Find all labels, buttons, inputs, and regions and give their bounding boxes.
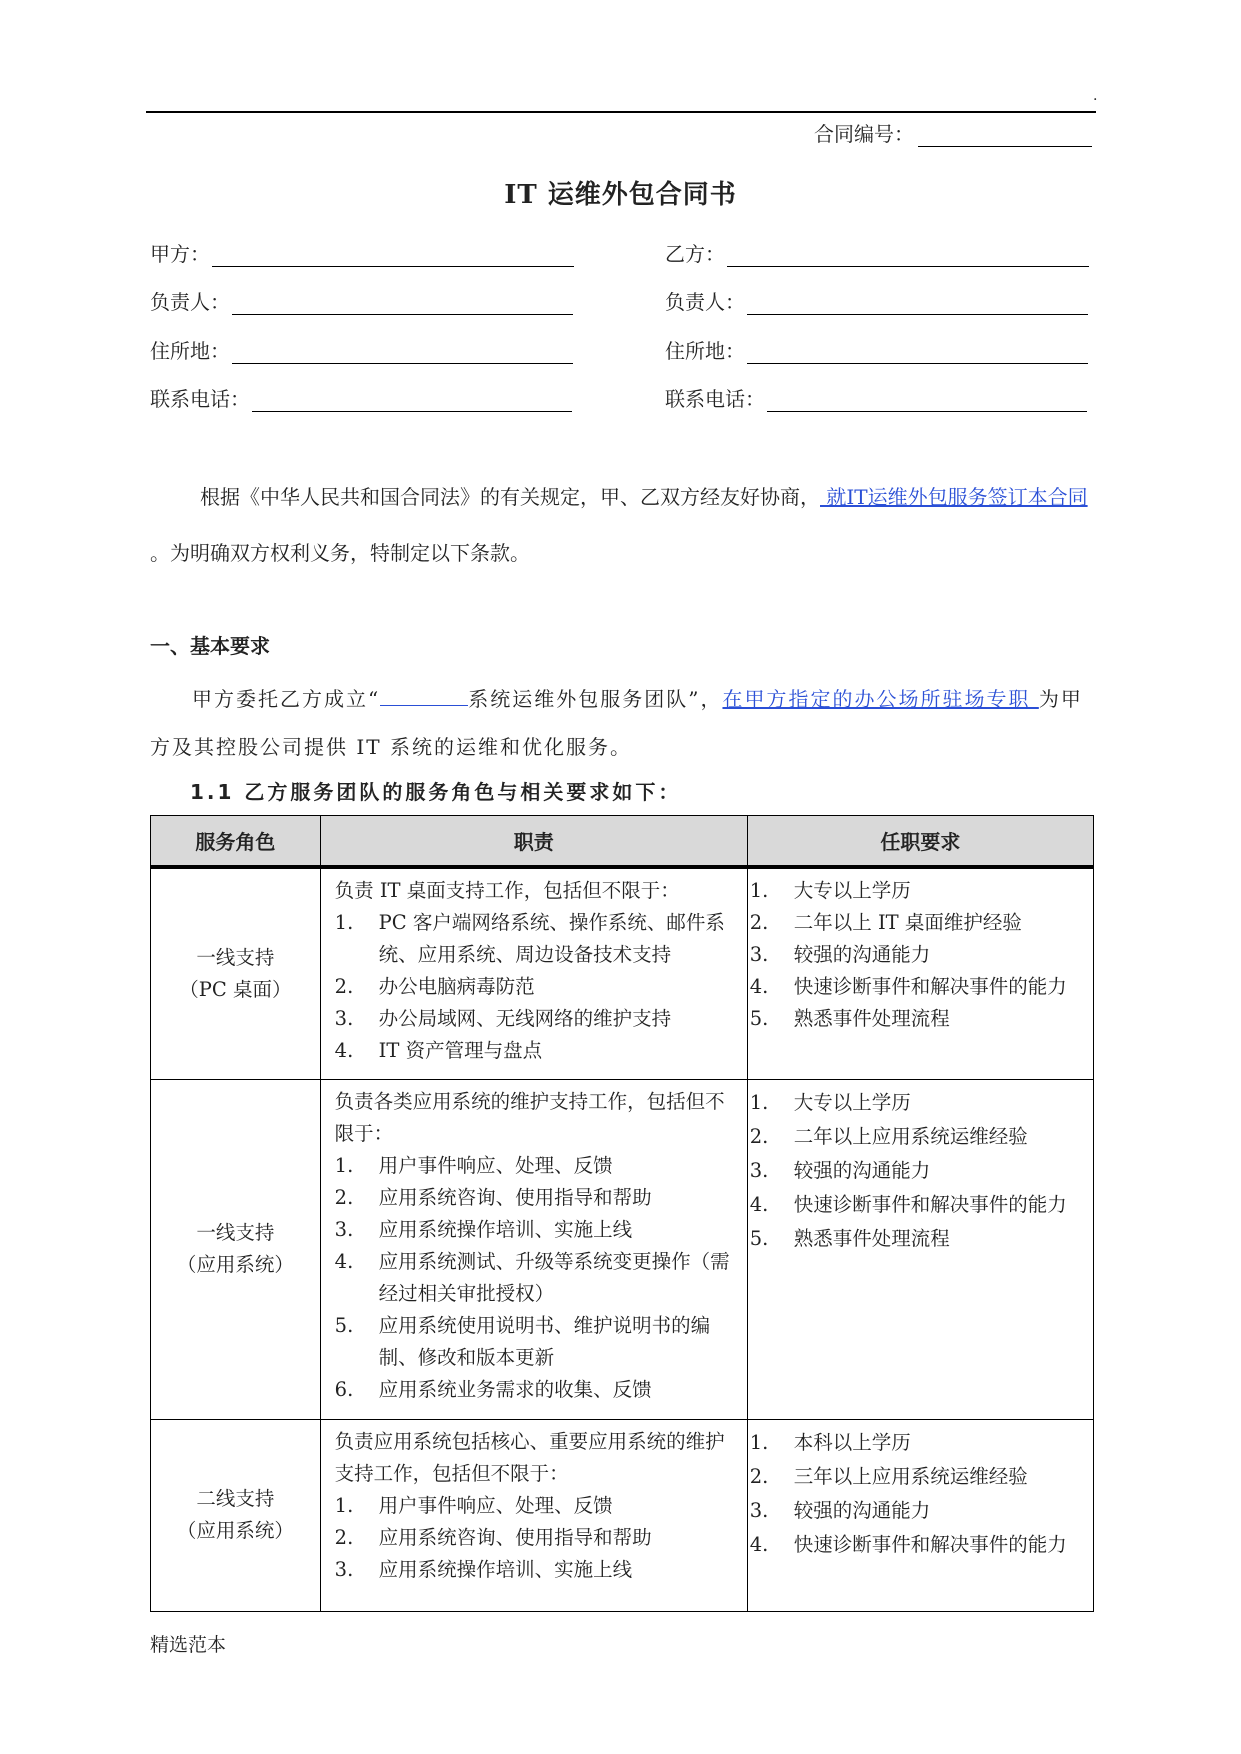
list-item: 1. 本科以上学历 <box>749 1430 911 1454</box>
intro-link[interactable]: 就IT运维外包服务签订本合同 <box>820 485 1088 509</box>
role-cell <box>151 1079 321 1419</box>
contract-number-label: 合同编号： <box>814 122 914 146</box>
party-a-phone <box>150 383 572 412</box>
intro-paragraph <box>150 469 1096 581</box>
list-item: 2. 二年以上应用系统运维经验 <box>749 1124 1028 1148</box>
party-b-phone-field[interactable] <box>767 389 1087 412</box>
list-item: 5. 熟悉事件处理流程 <box>749 1007 950 1030</box>
header-role: 服务角色 <box>151 816 321 868</box>
party-b-address-label: 住所地： <box>665 339 745 363</box>
list-item: 3. 应用系统操作培训、实施上线 <box>334 1217 633 1241</box>
requirement-list <box>750 1086 1089 1256</box>
list-item: 1. 用户事件响应、处理、反馈 <box>334 1153 613 1177</box>
duty-cell <box>320 867 747 1079</box>
list-item: 1. 大专以上学历 <box>749 1090 911 1114</box>
party-a-address-label: 住所地： <box>150 339 230 363</box>
list-item: 4. 快速诊断事件和解决事件的能力 <box>749 1532 1067 1556</box>
role-scope: （应用系统） <box>176 1519 294 1542</box>
duty-cell <box>320 1419 747 1611</box>
list-item: 5. 熟悉事件处理流程 <box>749 1226 950 1250</box>
role-scope: （PC 桌面） <box>179 977 292 1001</box>
requirement-cell <box>747 867 1093 1079</box>
list-item: 6. 应用系统业务需求的收集、反馈 <box>334 1377 652 1401</box>
party-b-name-field[interactable] <box>727 244 1089 267</box>
list-item: 2. 三年以上应用系统运维经验 <box>749 1464 1028 1488</box>
list-item: 3. 办公局域网、无线网络的维护支持 <box>334 1007 672 1030</box>
list-item: 2. 应用系统咨询、使用指导和帮助 <box>334 1525 652 1549</box>
party-a-address-field[interactable] <box>232 341 573 364</box>
list-item: 5. 应用系统使用说明书、维护说明书的编制、修改和版本更新 <box>334 1313 711 1369</box>
role-name: 一线支持 <box>196 945 275 969</box>
section-link[interactable]: 在甲方指定的办公场所驻场专职 <box>722 687 1039 711</box>
section-text-3: 为甲方及其控股公司提供 IT 系统的运维和优化服务。 <box>150 687 1083 759</box>
list-item: 4. 应用系统测试、升级等系统变更操作（需经过相关审批授权） <box>334 1249 730 1305</box>
role-name: 一线支持 <box>196 1221 275 1244</box>
duty-list <box>335 1490 743 1586</box>
list-item: 4. IT 资产管理与盘点 <box>334 1039 543 1062</box>
section-paragraph <box>150 675 1096 771</box>
role-cell <box>151 867 321 1079</box>
party-a-name-field[interactable] <box>212 244 574 267</box>
party-b-phone <box>665 383 1087 412</box>
role-cell <box>151 1419 321 1611</box>
list-item: 2. 办公电脑病毒防范 <box>334 975 535 998</box>
party-b-person-field[interactable] <box>747 292 1088 315</box>
page-footer: 精选范本 <box>150 1634 227 1656</box>
list-item: 3. 较强的沟通能力 <box>749 1498 931 1522</box>
party-b-name <box>665 238 1089 267</box>
party-b-phone-label: 联系电话： <box>665 387 765 411</box>
corner-dot: . <box>1093 88 1098 104</box>
party-a-person-field[interactable] <box>232 292 573 315</box>
list-item: 1. 用户事件响应、处理、反馈 <box>334 1493 613 1517</box>
party-b-address <box>665 335 1088 364</box>
duty-list <box>335 907 743 1067</box>
duty-cell <box>320 1079 747 1419</box>
list-item: 1. 大专以上学历 <box>749 879 911 902</box>
requirement-cell <box>747 1419 1093 1611</box>
list-item: 4. 快速诊断事件和解决事件的能力 <box>749 975 1067 998</box>
party-a-phone-field[interactable] <box>252 389 572 412</box>
duty-list <box>335 1150 743 1406</box>
requirement-list <box>750 875 1089 1035</box>
intro-text-2: 。为明确双方权利义务，特制定以下条款。 <box>150 541 530 565</box>
table-row <box>151 867 1094 1079</box>
system-name-field[interactable] <box>380 685 468 706</box>
role-name: 二线支持 <box>196 1487 275 1510</box>
document-title: IT 运维外包合同书 <box>504 180 737 210</box>
table-row <box>151 1079 1094 1419</box>
list-item: 2. 二年以上 IT 桌面维护经验 <box>749 911 1022 934</box>
party-a-person <box>150 286 573 315</box>
contract-number-field[interactable] <box>918 124 1092 147</box>
section-text-2: 系统运维外包服务团队”， <box>468 687 723 711</box>
requirement-list <box>750 1426 1089 1562</box>
party-a-address <box>150 335 573 364</box>
section-heading: 一、基本要求 <box>150 634 270 658</box>
requirement-cell <box>747 1079 1093 1419</box>
contract-number <box>814 118 1092 147</box>
list-item: 1. PC 客户端网络系统、操作系统、邮件系统、应用系统、周边设备技术支持 <box>334 911 725 966</box>
party-b-person <box>665 286 1088 315</box>
intro-text-1: 根据《中华人民共和国合同法》的有关规定，甲、乙双方经友好协商， <box>200 485 820 509</box>
table-header-row <box>151 816 1094 868</box>
subsection-heading: 1.1 乙方服务团队的服务角色与相关要求如下： <box>190 780 682 804</box>
party-a-name <box>150 238 574 267</box>
duty-intro: 负责应用系统包括核心、重要应用系统的维护支持工作，包括但不限于： <box>334 1429 725 1485</box>
party-b-label: 乙方： <box>665 242 725 266</box>
party-b-address-field[interactable] <box>747 341 1088 364</box>
duty-intro: 负责 IT 桌面支持工作，包括但不限于： <box>334 879 680 902</box>
duty-intro: 负责各类应用系统的维护支持工作，包括但不限于： <box>334 1089 725 1145</box>
section-text-1: 甲方委托乙方成立“ <box>192 687 381 711</box>
list-item: 4. 快速诊断事件和解决事件的能力 <box>749 1192 1067 1216</box>
party-a-person-label: 负责人： <box>150 290 230 314</box>
party-b-person-label: 负责人： <box>665 290 745 314</box>
roles-table <box>150 815 1094 1612</box>
header-duty: 职责 <box>320 816 747 868</box>
party-a-phone-label: 联系电话： <box>150 387 250 411</box>
list-item: 3. 较强的沟通能力 <box>749 943 931 966</box>
list-item: 3. 较强的沟通能力 <box>749 1158 931 1182</box>
role-scope: （应用系统） <box>176 1253 294 1276</box>
list-item: 2. 应用系统咨询、使用指导和帮助 <box>334 1185 652 1209</box>
header-requirement: 任职要求 <box>747 816 1093 868</box>
header-rule <box>146 111 1096 113</box>
table-row <box>151 1419 1094 1611</box>
list-item: 3. 应用系统操作培训、实施上线 <box>334 1557 633 1581</box>
party-a-label: 甲方： <box>150 242 210 266</box>
